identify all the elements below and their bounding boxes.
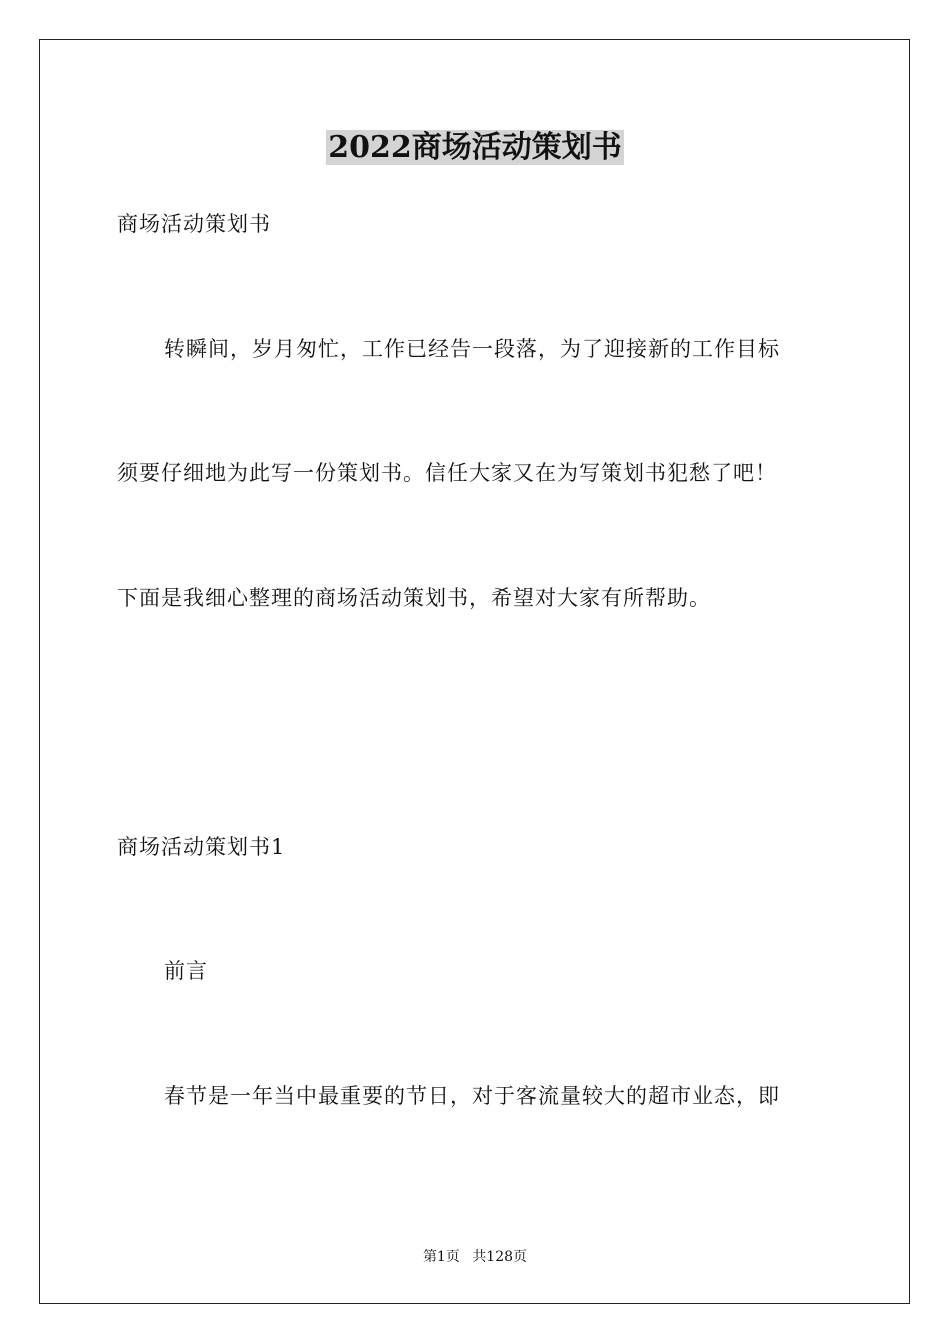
page-footer [0, 1247, 950, 1267]
subsection-heading: 前言 [164, 959, 208, 983]
document-title [0, 128, 950, 168]
paragraph-line: 转瞬间，岁月匆忙，工作已经告一段落，为了迎接新的工作目标 [164, 337, 780, 361]
page-total: 共128页 [472, 1249, 528, 1265]
paragraph-line: 春节是一年当中最重要的节日，对于客流量较大的超市业态，即 [164, 1084, 780, 1108]
section-heading: 商场活动策划书1 [117, 835, 286, 859]
page-number: 第1页 [422, 1249, 460, 1265]
section-heading: 商场活动策划书 [117, 212, 271, 236]
paragraph-line: 须要仔细地为此写一份策划书。信任大家又在为写策划书犯愁了吧！ [117, 461, 777, 485]
paragraph-line: 下面是我细心整理的商场活动策划书，希望对大家有所帮助。 [117, 586, 711, 610]
document-title-text: 2022商场活动策划书 [328, 130, 622, 165]
